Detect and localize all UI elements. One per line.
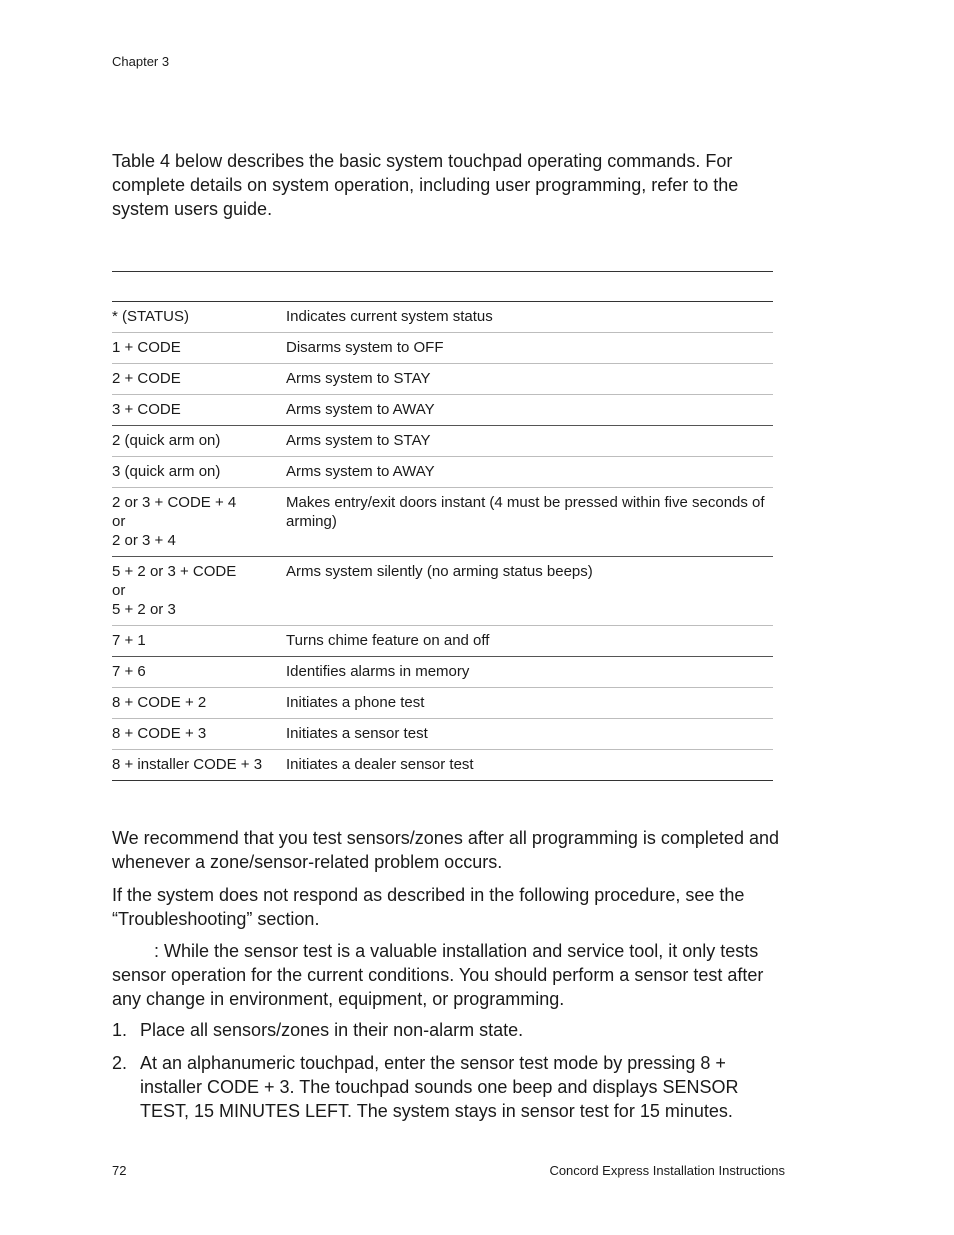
description-cell: Arms system to AWAY: [286, 457, 773, 488]
chapter-header: Chapter 3: [112, 54, 170, 69]
command-cell: [112, 488, 286, 557]
step-1: [112, 1018, 784, 1042]
description-cell: Initiates a sensor test: [286, 719, 773, 750]
table-row: [112, 333, 773, 364]
table-row: [112, 426, 773, 457]
command-line: 5 + 2 or 3 + CODE: [112, 563, 237, 580]
command-line: 3 + CODE: [112, 401, 181, 418]
command-cell: [112, 457, 286, 488]
table-row: [112, 488, 773, 557]
command-line: or: [112, 513, 126, 530]
command-line: * (STATUS): [112, 308, 189, 325]
test-recommendation-paragraph: We recommend that you test sensors/zones after all programming is completed and whenever a zone/sensor-related problem occurs.: [112, 828, 779, 872]
step-text: Place all sensors/zones in their non-alarm state.: [140, 1020, 524, 1040]
command-cell: [112, 333, 286, 364]
table-row: [112, 688, 773, 719]
description-cell: Identifies alarms in memory: [286, 657, 773, 688]
table-row: [112, 557, 773, 626]
step-number: 2.: [112, 1053, 128, 1073]
commands-table-body: [112, 302, 773, 781]
command-cell: [112, 395, 286, 426]
description-cell: Arms system to STAY: [286, 426, 773, 457]
command-cell: [112, 364, 286, 395]
command-line: 2 (quick arm on): [112, 432, 221, 449]
command-cell: [112, 557, 286, 626]
description-cell: Arms system silently (no arming status beeps): [286, 557, 773, 626]
description-cell: Arms system to AWAY: [286, 395, 773, 426]
command-line: or: [112, 582, 126, 599]
note-text: : While the sensor test is a valuable installation and service tool, it only tests sensor operation for the current conditions. You should perform a sensor test after any change in environment, equipment, or programming.: [112, 941, 764, 1009]
description-cell: Turns chime feature on and off: [286, 626, 773, 657]
step-text: At an alphanumeric touchpad, enter the sensor test mode by pressing 8 + installer CODE + 3. The touchpad sounds one beep and displays SENSOR TEST, 15 MINUTES LEFT. The system stays in sensor test for 15 minutes.: [140, 1053, 739, 1121]
step-2: [112, 1051, 784, 1123]
command-cell: [112, 719, 286, 750]
table-row: [112, 457, 773, 488]
step-number: 1.: [112, 1020, 128, 1040]
troubleshooting-paragraph: If the system does not respond as described in the following procedure, see the “Troubleshooting” section.: [112, 885, 745, 929]
command-cell: [112, 688, 286, 719]
description-cell: Makes entry/exit doors instant (4 must be pressed within five seconds of arming): [286, 488, 773, 557]
command-line: 7 + 1: [112, 632, 146, 649]
command-line: 7 + 6: [112, 663, 146, 680]
command-cell: [112, 626, 286, 657]
document-title: Concord Express Installation Instructions: [549, 1163, 785, 1178]
intro-paragraph: Table 4 below describes the basic system touchpad operating commands. For complete details on system operation, including user programming, refer to the system users guide.: [112, 151, 739, 219]
table-row: [112, 395, 773, 426]
description-cell: Initiates a phone test: [286, 688, 773, 719]
table-row: [112, 302, 773, 333]
command-line: 3 (quick arm on): [112, 463, 221, 480]
command-line: 2 or 3 + CODE + 4: [112, 494, 237, 511]
table-row: [112, 626, 773, 657]
table-row: [112, 750, 773, 781]
commands-table-container: [112, 271, 773, 781]
table-row: [112, 719, 773, 750]
page-number: 72: [112, 1163, 127, 1178]
description-cell: Disarms system to OFF: [286, 333, 773, 364]
command-cell: [112, 750, 286, 781]
command-line: 5 + 2 or 3: [112, 601, 176, 618]
command-line: 2 or 3 + 4: [112, 532, 176, 549]
command-line: 8 + CODE + 2: [112, 694, 207, 711]
command-line: 2 + CODE: [112, 370, 181, 387]
commands-table: [112, 301, 773, 781]
table-row: [112, 657, 773, 688]
command-line: 8 + CODE + 3: [112, 725, 207, 742]
description-cell: Indicates current system status: [286, 302, 773, 333]
command-cell: [112, 657, 286, 688]
description-cell: Arms system to STAY: [286, 364, 773, 395]
command-line: 8 + installer CODE + 3: [112, 756, 263, 773]
command-cell: [112, 302, 286, 333]
note-paragraph: [112, 939, 784, 1011]
command-cell: [112, 426, 286, 457]
table-row: [112, 364, 773, 395]
description-cell: Initiates a dealer sensor test: [286, 750, 773, 781]
command-line: 1 + CODE: [112, 339, 181, 356]
table-top-rule: [112, 271, 773, 301]
